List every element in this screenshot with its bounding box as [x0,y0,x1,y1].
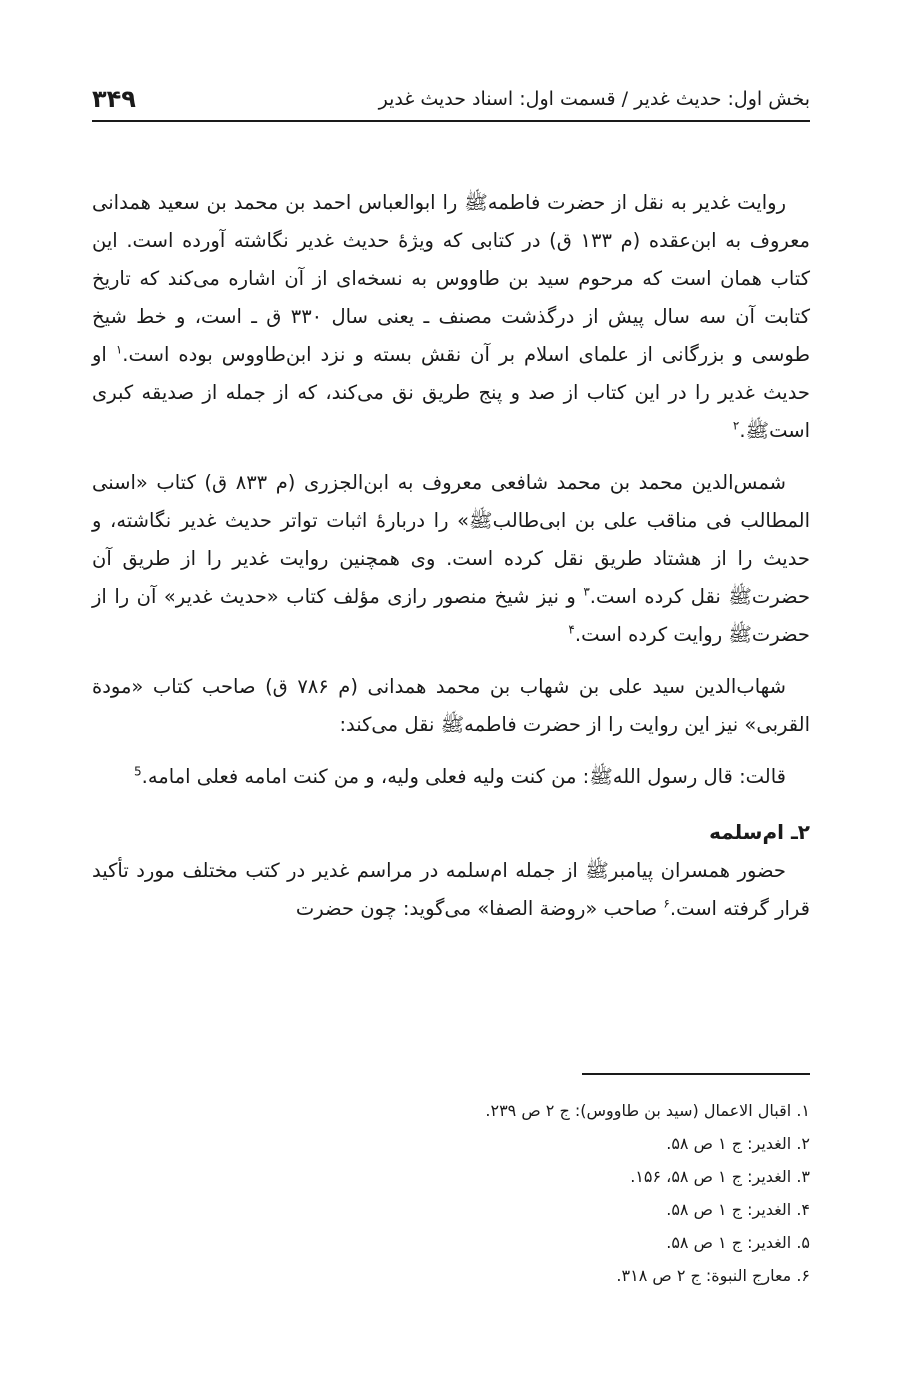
honorific-mark: ﷺ [728,585,752,608]
paragraph-text: از جمله ام‌سلمه در مراسم غدیر در کتب مختلف مورد تأکید قرار گرفته است. [92,859,810,920]
footnote-marker: ۱ [115,342,123,357]
header-rule [92,120,810,122]
footnote-item: ۶. معارج النبوة: ج ۲ ص ۳۱۸. [616,1266,810,1285]
footnote-rule [582,1073,810,1075]
paragraph-text: حضور همسران پیامبر [608,859,786,882]
paragraph-text: صاحب «روضة الصفا» می‌گوید: چون حضرت [295,897,664,920]
footnote-item: ۲. الغدیر: ج ۱ ص ۵۸. [666,1134,810,1153]
quote-text: : من کنت ولیه فعلی ولیه، و من کنت امامه فعلی امامه. [141,765,590,788]
footnote-item: ۴. الغدیر: ج ۱ ص ۵۸. [666,1200,810,1219]
honorific-mark: ﷺ [440,713,465,736]
paragraph-text: روایت کرده است. [574,623,729,646]
paragraph-text: » را دربارهٔ اثبات تواتر حدیث غدیر نگاشته، و حدیث را از هشتاد طریق نقل کرده است. وی همچنین روایت غدیر را از طریق آن حضرت [92,509,811,608]
honorific-mark: ﷺ [589,765,613,788]
footnote-marker: 5 [134,764,142,779]
honorific-mark: ﷺ [464,191,488,214]
paragraph-text: را ابوالعباس احمد بن محمد بن سعید همدانی معروف به ابن‌عقده (م ۱۳۳ ق) در کتابی که ویژهٔ حدیث غدیر نگاشته آورده است. این کتاب همان است که مرحوم سید بن طاووس به نسخه‌ای از آن اشاره می‌کند که تاریخ کتابت آن سه سال پیش از درگذشت مصنف ـ یعنی سال ۳۳۰ ق ـ است، و خط شیخ طوسی و بزرگانی از علمای اسلام بر آن نقش بسته و نزد ابن‌طاووس بوده است. [92,191,810,366]
paragraph-ibn-jazari [92,464,810,654]
book-page [92,0,810,1390]
footnote-item: ۵. الغدیر: ج ۱ ص ۵۸. [666,1233,810,1252]
footnote-marker: ۴ [568,622,575,637]
paragraph-umm-salama [92,852,810,928]
page-number: ۳۴۹ [92,85,136,113]
paragraph-text: نقل می‌کند: [339,713,441,736]
body-text [92,184,810,942]
paragraph-text: شمس‌الدین محمد بن محمد شافعی معروف به ابن‌الجزری (م ۸۳۳ ق) کتاب «اسنی المطالب فی مناقب علی بن ابی‌طالب [92,471,810,532]
paragraph-text: نقل کرده است. [589,585,729,608]
honorific-mark: ﷺ [585,859,609,882]
paragraph-text: او حدیث غدیر را در این کتاب از صد و پنج طریق نق می‌کند، که از جمله از صدیقه کبری است [92,343,810,442]
footnote-marker: ۲ [732,418,740,433]
header-title: بخش اول: حدیث غدیر / قسمت اول: اسناد حدیث غدیر [378,88,810,110]
quotation [92,758,810,796]
running-header [92,70,810,114]
footnote-item: ۱. اقبال الاعمال (سید بن طاووس): ج ۲ ص ۲۳۹. [485,1101,810,1120]
section-heading: ۲ـ ام‌سلمه [709,820,810,844]
footnote-item: ۳. الغدیر: ج ۱ ص ۵۸، ۱۵۶. [630,1167,810,1186]
quote-text: قالت: قال رسول الله [612,765,786,788]
footnote-marker: ۶ [663,896,670,911]
honorific-mark: ﷺ [469,509,493,532]
paragraph-text: و نیز شیخ منصور رازی مؤلف کتاب «حدیث غدیر» آن را از حضرت [92,585,810,646]
honorific-mark: ﷺ [745,419,770,442]
footnote-marker: ۳ [583,584,590,599]
paragraph-text: شهاب‌الدین سید علی بن شهاب بن محمد همدانی (م ۷۸۶ ق) صاحب کتاب «مودة القربی» نیز این روایت را از حضرت فاطمه [92,675,810,736]
honorific-mark: ﷺ [728,623,752,646]
paragraph-text: روایت غدیر به نقل از حضرت فاطمه [487,191,786,214]
paragraph-text: . [739,419,746,442]
footnotes-list [92,1094,810,1292]
paragraph-hamadani [92,668,810,744]
paragraph-fatima-ibn-uqda [92,184,810,450]
